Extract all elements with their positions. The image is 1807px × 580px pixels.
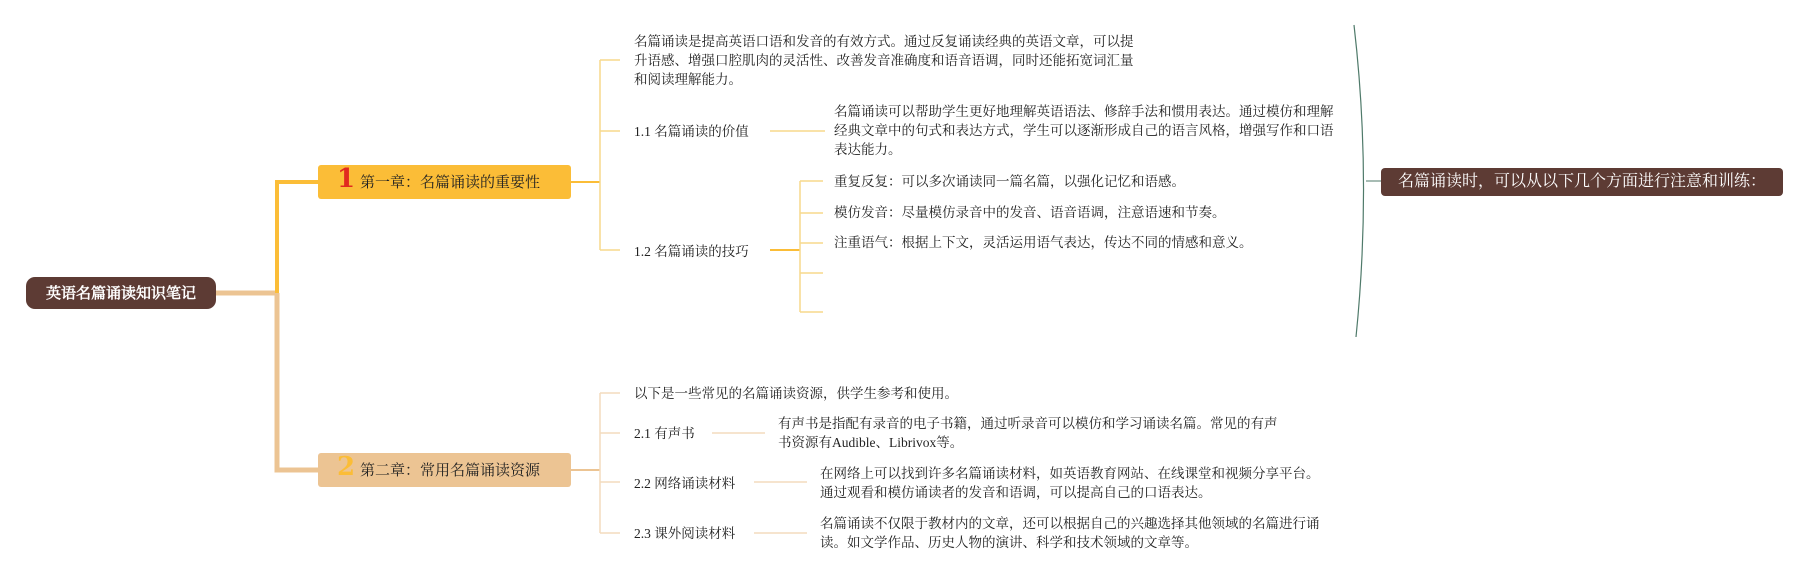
- chapter2-title: 第二章：常用名篇诵读资源: [360, 461, 541, 479]
- summary-note[interactable]: 名篇诵读时，可以从以下几个方面进行注意和训练：: [1381, 168, 1783, 196]
- chapter2-branches: [600, 393, 620, 533]
- technique-item[interactable]: 模仿发音：尽量模仿录音中的发音、语音语调，注意语速和节奏。: [834, 205, 1226, 220]
- section2-1-text[interactable]: 有声书是指配有录音的电子书籍，通过听录音可以模仿和学习诵读名篇。常见的有声书资源有Audible、Librivox等。: [778, 416, 1278, 450]
- chapter2-intro[interactable]: 以下是一些常见的名篇诵读资源，供学生参考和使用。: [634, 386, 958, 401]
- summary-bracket: [1354, 25, 1364, 337]
- section1-2-branches: [800, 181, 823, 312]
- section2-2-text[interactable]: 在网络上可以找到许多名篇诵读材料，如英语教育网站、在线课堂和视频分享平台。通过观看和模仿诵读者的发音和语调，可以提高自己的口语表达。: [820, 466, 1320, 500]
- section1-1-title[interactable]: 1.1 名篇诵读的价值: [634, 124, 749, 139]
- section2-2-title[interactable]: 2.2 网络诵读材料: [634, 476, 736, 491]
- root-node[interactable]: 英语名篇诵读知识笔记: [26, 277, 216, 309]
- section2-3-text[interactable]: 名篇诵读不仅限于教材内的文章，还可以根据自己的兴趣选择其他领域的名篇进行诵读。如文学作品、历史人物的演讲、科学和技术领域的文章等。: [820, 516, 1320, 550]
- chapter1-title: 第一章：名篇诵读的重要性: [360, 173, 541, 191]
- chapter1-intro[interactable]: 名篇诵读是提高英语口语和发音的有效方式。通过反复诵读经典的英语文章，可以提升语感、增强口腔肌肉的灵活性、改善发音准确度和语音语调，同时还能拓宽词汇量和阅读理解能力。: [634, 34, 1134, 87]
- chapter2-node[interactable]: [318, 453, 571, 487]
- section1-2-title[interactable]: 1.2 名篇诵读的技巧: [634, 244, 749, 259]
- root-to-chapter1-line: [277, 182, 318, 293]
- technique-item[interactable]: 注重语气：根据上下文，灵活运用语气表达，传达不同的情感和意义。: [834, 235, 1253, 250]
- chapter1-node[interactable]: [318, 165, 571, 199]
- root-to-chapter2-line: [277, 293, 318, 470]
- section2-3-title[interactable]: 2.3 课外阅读材料: [634, 526, 736, 541]
- section1-1-text[interactable]: 名篇诵读可以帮助学生更好地理解英语语法、修辞手法和惯用表达。通过模仿和理解经典文章中的句式和表达方式，学生可以逐渐形成自己的语言风格，增强写作和口语表达能力。: [834, 104, 1334, 157]
- chapter2-number-icon: 2: [337, 452, 356, 482]
- technique-item[interactable]: 重复反复：可以多次诵读同一篇名篇，以强化记忆和语感。: [834, 174, 1185, 189]
- section2-1-title[interactable]: 2.1 有声书: [634, 426, 695, 441]
- chapter1-branches: [600, 60, 620, 250]
- chapter1-number-icon: 1: [337, 164, 356, 194]
